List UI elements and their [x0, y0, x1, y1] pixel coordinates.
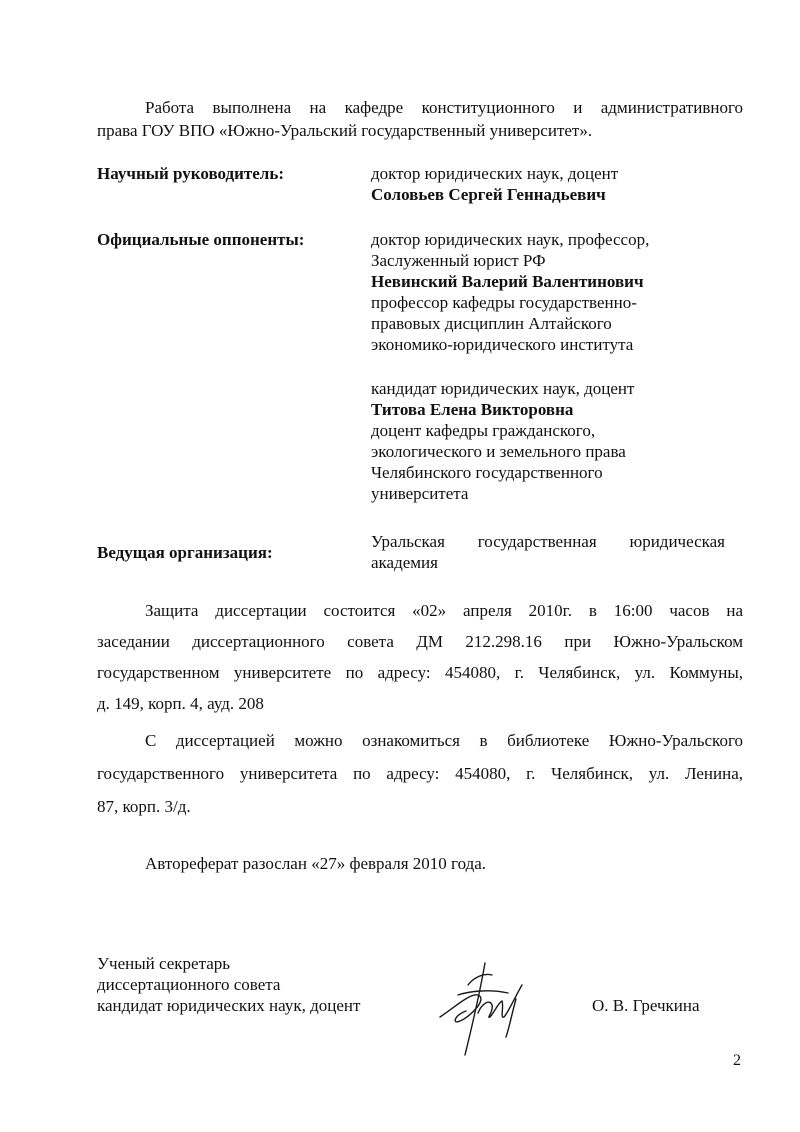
defense-line: государственном университете по адресу: 454080, г. Челябинск, ул. Коммуны,	[97, 663, 743, 682]
leading-org-block	[371, 531, 725, 573]
secretary-line: диссертационного совета	[97, 975, 281, 994]
library-line: государственного университета по адресу: 454080, г. Челябинск, ул. Ленина,	[97, 764, 743, 783]
opponent-1-title: Заслуженный юрист РФ	[371, 251, 546, 270]
page-number: 2	[733, 1052, 741, 1069]
opponent-2-position-line: университета	[371, 484, 469, 503]
opponents-label: Официальные оппоненты:	[97, 230, 305, 249]
supervisor-name: Соловьев Сергей Геннадьевич	[371, 185, 606, 204]
defense-line: д. 149, корп. 4, ауд. 208	[97, 694, 264, 713]
supervisor-block	[371, 163, 751, 205]
supervisor-degree: доктор юридических наук, доцент	[371, 164, 619, 183]
opponent-1-degree: доктор юридических наук, профессор,	[371, 230, 650, 249]
defense-line: Защита диссертации состоится «02» апреля 2010г. в 16:00 часов на	[145, 601, 743, 620]
intro-line-2: права ГОУ ВПО «Южно-Уральский государственный университет».	[97, 121, 593, 140]
opponent-1-block	[371, 229, 751, 355]
secretary-block	[97, 953, 360, 1016]
opponent-1-name: Невинский Валерий Валентинович	[371, 272, 644, 291]
leading-org-label: Ведущая организация:	[97, 543, 273, 562]
library-line: С диссертацией можно ознакомиться в библиотеке Южно-Уральского	[145, 731, 743, 750]
defense-line: заседании диссертационного совета ДМ 212.298.16 при Южно-Уральском	[97, 632, 743, 651]
opponent-2-position-line: доцент кафедры гражданского,	[371, 421, 596, 440]
secretary-line: Ученый секретарь	[97, 954, 231, 973]
opponent-1-position-line: профессор кафедры государственно-	[371, 293, 637, 312]
opponent-2-position-line: Челябинского государственного	[371, 463, 603, 482]
opponent-2-block	[371, 378, 751, 504]
leading-org-line-2: академия	[371, 553, 438, 572]
secretary-line: кандидат юридических наук, доцент	[97, 996, 361, 1015]
opponent-2-degree: кандидат юридических наук, доцент	[371, 379, 635, 398]
opponent-1-position-line: правовых дисциплин Алтайского	[371, 314, 612, 333]
intro-line-1: Работа выполнена на кафедре конституционного и административного	[145, 98, 743, 117]
opponent-1-position-line: экономико-юридического института	[371, 335, 634, 354]
handwritten-signature	[430, 955, 540, 1060]
supervisor-label: Научный руководитель:	[97, 164, 284, 183]
opponent-2-name: Титова Елена Викторовна	[371, 400, 574, 419]
leading-org-line-1: Уральская государственная юридическая	[371, 532, 725, 551]
intro-paragraph	[97, 97, 743, 141]
library-paragraph	[97, 724, 743, 823]
opponent-2-position-line: экологического и земельного права	[371, 442, 626, 461]
secretary-name: О. В. Гречкина	[592, 996, 700, 1015]
library-line: 87, корп. 3/д.	[97, 797, 191, 816]
defense-paragraph	[97, 595, 743, 719]
abstract-sent-line: Автореферат разослан «27» февраля 2010 года.	[145, 854, 487, 873]
